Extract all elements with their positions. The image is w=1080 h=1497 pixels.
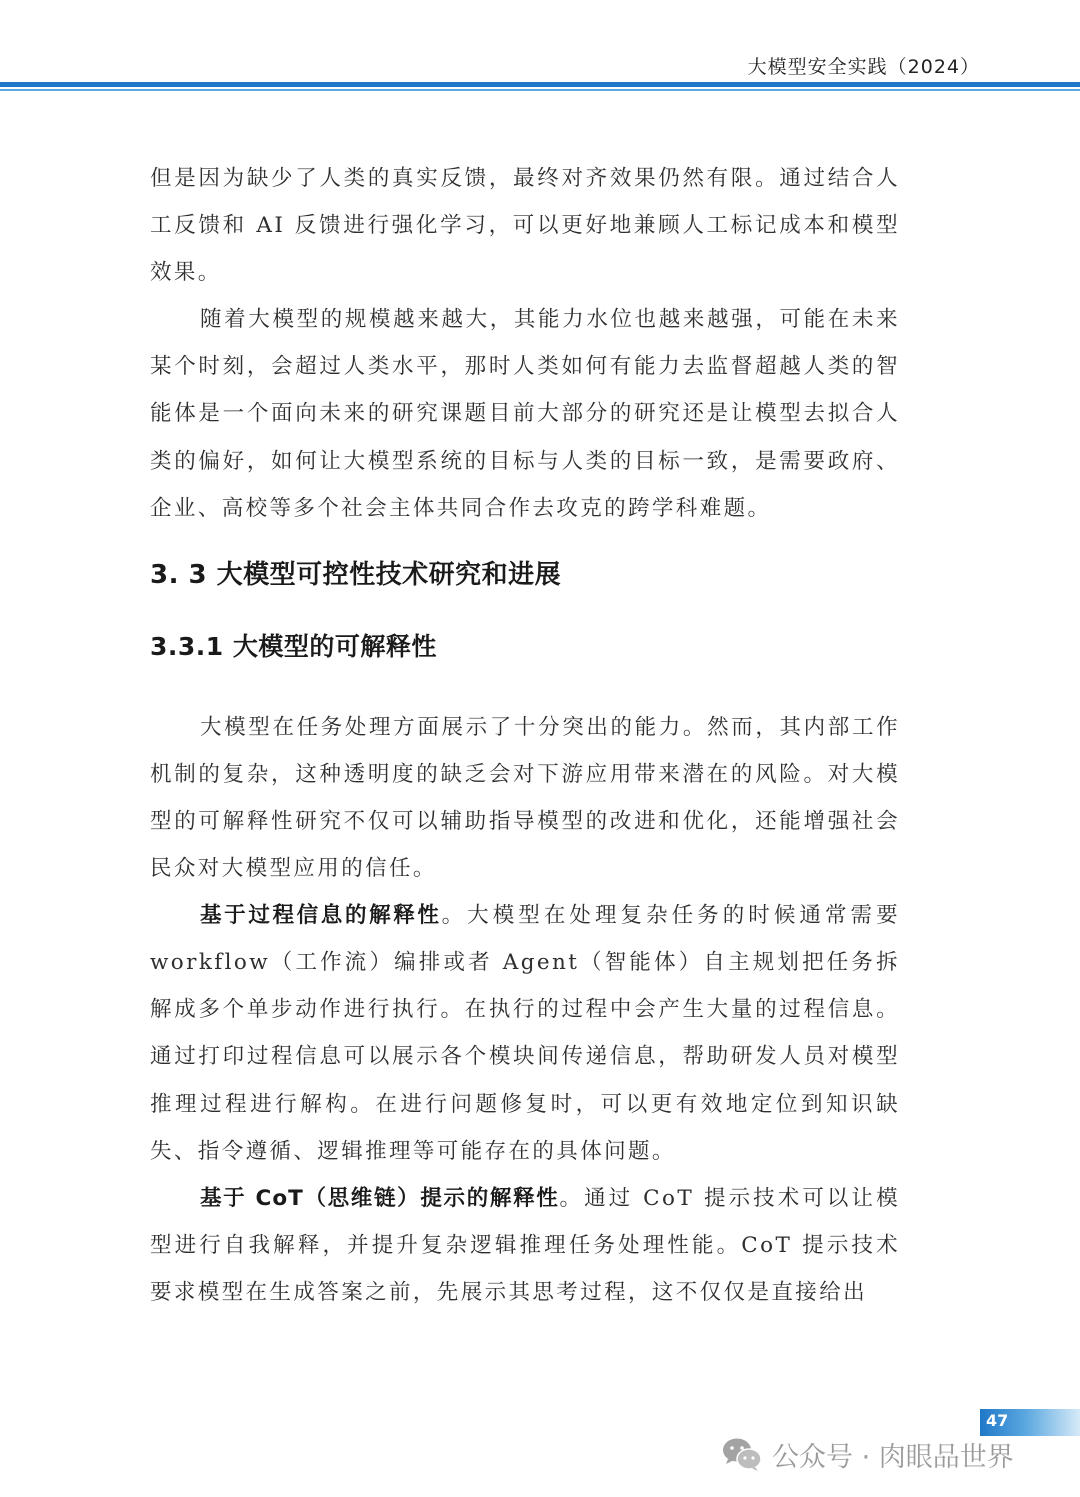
paragraph-lead: 基于 CoT（思维链）提示的解释性 [200,1185,560,1211]
wechat-icon [722,1437,762,1471]
section-heading: 3. 3 大模型可控性技术研究和进展 [150,559,562,590]
watermark-text: 公众号 · 肉眼品世界 [772,1441,1014,1473]
paragraph-lead: 基于过程信息的解释性 [200,903,442,929]
body-paragraph: 但是因为缺少了人类的真实反馈，最终对齐效果仍然有限。通过结合人工反馈和 AI 反馈进行强化学习，可以更好地兼顾人工标记成本和模型效果。 [150,166,900,286]
page-number: 47 [986,1411,1009,1430]
running-header-title: 大模型安全实践（2024） [747,56,980,78]
subsection-heading: 3.3.1 大模型的可解释性 [150,631,437,661]
spacer [150,670,900,704]
body-paragraph: 大模型在任务处理方面展示了十分突出的能力。然而，其内部工作机制的复杂，这种透明度的缺乏会对下游应用带来潜在的风险。对大模型的可解释性研究不仅可以辅助指导模型的改进和优化，还能增强社会民众对大模型应用的信任。 [150,714,900,882]
watermark [722,1432,1014,1476]
header-rule-thick [0,82,1080,87]
body-paragraph [150,1175,900,1316]
paragraph-text: 。大模型在处理复杂任务的时候通常需要 workflow（工作流）编排或者 Agent（智能体）自主规划把任务拆解成多个单步动作进行执行。在执行的过程中会产生大量的过程信息。通过打印过程信息可以展示各个模块间传递信息，帮助研发人员对模型推理过程进行解构。在进行问题修复时，可以更有效地定位到知识缺失、指令遵循、逻辑推理等可能存在的具体问题。 [150,903,900,1164]
body-paragraph: 随着大模型的规模越来越大，其能力水位也越来越强，可能在未来某个时刻，会超过人类水平，那时人类如何有能力去监督超越人类的智能体是一个面向未来的研究课题目前大部分的研究还是让模型去拟合人类的偏好，如何让大模型系统的目标与人类的目标一致，是需要政府、企业、高校等多个社会主体共同合作去攻克的跨学科难题。 [150,307,900,521]
page-body [150,155,900,1316]
header-rule-thin [0,89,1080,91]
paragraph-text: 。通过 CoT 提示技术可以让模型进行自我解释，并提升复杂逻辑推理任务处理性能。CoT 提示技术要求模型在生成答案之前，先展示其思考过程，这不仅仅是直接给出 [150,1185,901,1305]
body-paragraph [150,892,900,1175]
